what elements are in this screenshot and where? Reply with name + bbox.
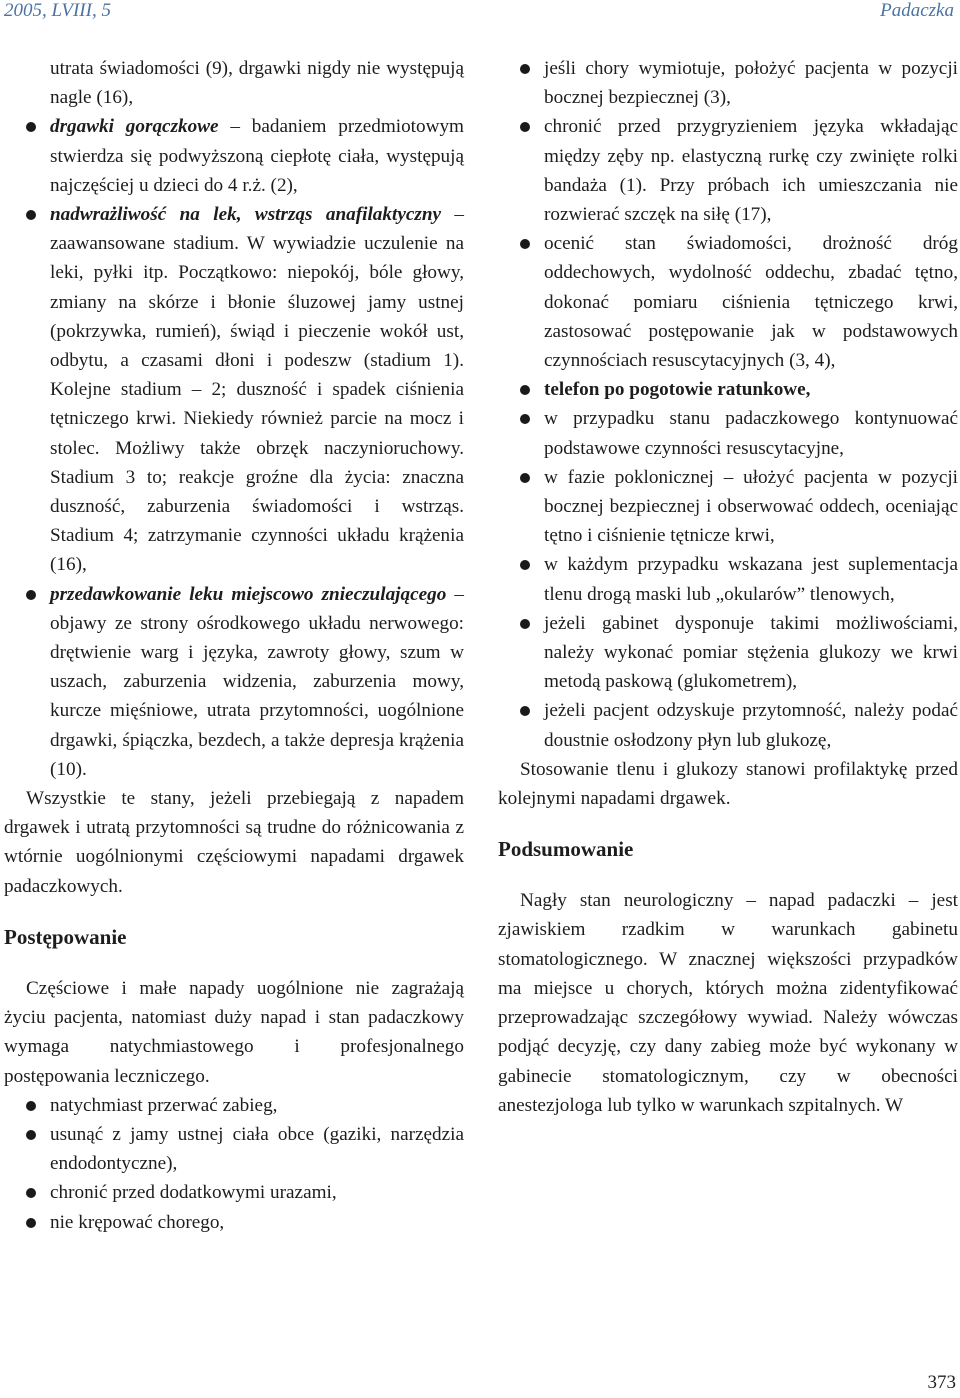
item-text: usunąć z jamy ustnej ciała obce (gaziki, narzędzia endodontyczne), <box>50 1123 464 1175</box>
bullet-icon <box>520 239 530 249</box>
item-term: telefon po pogotowie ratunkowe, <box>544 379 811 401</box>
bullet-icon <box>26 590 36 600</box>
right-column <box>498 54 958 1120</box>
bullet-icon <box>520 619 530 629</box>
bullet-icon <box>26 1188 36 1198</box>
list-item <box>498 54 958 112</box>
item-text: natychmiast przerwać zabieg, <box>50 1094 278 1116</box>
item-term: drgawki gorączkowe <box>50 116 219 138</box>
item-text: – objawy ze strony ośrodkowego układu nerwowego: drętwienie warg i języka, zawroty głowy, szum w uszach, zaburzenia widzenia, zaburzenia mowy, kurcze mięśniowe, utrata przytomności, uogólnione drgawki, śpiączka, bezdech, a także depresja krążenia (10). <box>50 583 464 780</box>
item-text: – zaawansowane stadium. W wywiadzie uczulenie na leki, pyłki itp. Początkowo: niepokój, bóle głowy, zmiany na skórze i błonie śluzowej jamy ustnej (pokrzywka, rumień), świąd i pieczenie wokół ust, odbytu, a czasami dłoni i podeszw (stadium 1). Kolejne stadium – 2; duszność i spadek ciśnienia tętniczego krwi. Niekiedy również parcie na mocz i stolec. Możliwy także obrzęk naczynioruchowy. Stadium 3 to; reakcje groźne dla życia: znaczna duszność, zaburzenia świadomości i wstrząs. Stadium 4; zatrzymanie czynności układu krążenia (16), <box>50 204 465 576</box>
item-text: w każdym przypadku wskazana jest suplementacja tlenu drogą maski lub „okularów” tlenowych, <box>544 554 958 605</box>
paragraph: Częściowe i małe napady uogólnione nie zagrażają życiu pacjenta, natomiast duży napad i stan padaczkowy wymaga natychmiastowego i profesjonalnego postępowania leczniczego. <box>4 977 464 1087</box>
item-text: – badaniem przedmiotowym stwierdza się podwyższoną ciepłotę ciała, występują najczęściej u dzieci do 4 r.ż. (2), <box>50 116 464 196</box>
item-term: nadwrażliwość na lek, wstrząs anafilaktyczny <box>50 204 442 226</box>
section-heading-procedure: Postępowanie <box>4 924 127 949</box>
bullet-icon <box>26 1130 36 1140</box>
section-title: Padaczka <box>880 0 954 21</box>
bullet-icon <box>520 560 530 570</box>
list-item <box>498 696 958 754</box>
item-term: przedawkowanie leku miejscowo znieczulającego <box>50 583 447 605</box>
continuation-text: utrata świadomości (9), drgawki nigdy nie występują nagle (16), <box>50 58 464 109</box>
list-item <box>498 550 958 608</box>
bullet-icon <box>520 473 530 483</box>
list-item <box>4 112 464 200</box>
left-column <box>4 54 464 1237</box>
item-text: ocenić stan świadomości, drożność dróg oddechowych, wydolność oddechu, zbadać tętno, dokonać pomiaru ciśnienia tętniczego krwi, zastosować postępowanie jak w podstawowych czynnościach resuscytacyjnych (3, 4), <box>544 233 958 372</box>
paragraph: Stosowanie tlenu i glukozy stanowi profilaktykę przed kolejnymi napadami drgawek. <box>498 758 958 810</box>
item-text: chronić przed dodatkowymi urazami, <box>50 1182 337 1204</box>
condition-list <box>4 112 464 784</box>
list-item <box>498 375 958 404</box>
item-text: nie krępować chorego, <box>50 1211 225 1233</box>
list-item <box>498 463 958 551</box>
item-text: w przypadku stanu padaczkowego kontynuować podstawowe czynności resuscytacyjne, <box>544 408 958 459</box>
bullet-icon <box>26 1101 36 1111</box>
page-number: 373 <box>927 1372 956 1393</box>
item-text: w fazie poklonicznej – ułożyć pacjenta w pozycji bocznej bezpiecznej i obserwować oddech, oceniając tętno i ciśnienie tętnicze krwi, <box>544 466 958 547</box>
list-item <box>498 112 958 229</box>
section-heading-summary: Podsumowanie <box>498 837 634 862</box>
item-text: jeżeli gabinet dysponuje takimi możliwościami, należy wykonać pomiar stężenia glukozy we krwi metodą paskową (glukometrem), <box>544 612 958 693</box>
list-item <box>4 1120 464 1178</box>
procedure-list-continued <box>498 54 958 755</box>
item-text: jeżeli pacjent odzyskuje przytomność, należy podać doustnie osłodzony płyn lub glukozę, <box>544 700 958 751</box>
bullet-icon <box>520 414 530 424</box>
item-text: jeśli chory wymiotuje, położyć pacjenta w pozycji bocznej bezpiecznej (3), <box>544 58 958 109</box>
list-item <box>4 200 464 580</box>
paragraph: Nagły stan neurologiczny – napad padaczki – jest zjawiskiem rzadkim w warunkach gabinetu stomatologicznego. W znacznej większości przypadków ma miejsce u chorych, których można zidentyfikować przeprowadzając szczegółowy wywiad. Należy wówczas podjąć decyzję, czy dany zabieg może być wykonany w gabinecie stomatologicznym, czy w obecności anestezjologa lub tylko w warunkach szpitalnych. W <box>498 890 958 1116</box>
item-text: chronić przed przygryzieniem języka wkładając między zęby np. elastyczną rurkę czy zwinięte rolki bandaża (1). Przy próbach ich umieszczania nie rozwierać szczęk na siłę (17), <box>544 116 958 226</box>
list-item <box>498 229 958 375</box>
bullet-icon <box>520 122 530 132</box>
list-item <box>4 580 464 784</box>
paragraph: Wszystkie te stany, jeżeli przebiegają z napadem drgawek i utratą przytomności są trudne do różnicowania z wtórnie uogólnionymi częściowymi napadami drgawek padaczkowych. <box>4 788 464 897</box>
bullet-icon <box>520 64 530 74</box>
list-item <box>4 1091 464 1120</box>
procedure-list <box>4 1091 464 1237</box>
bullet-icon <box>26 122 36 132</box>
list-item <box>4 1178 464 1207</box>
list-item <box>4 1208 464 1237</box>
list-item <box>498 404 958 462</box>
bullet-icon <box>520 385 530 395</box>
list-item <box>498 609 958 697</box>
journal-issue: 2005, LVIII, 5 <box>4 0 111 21</box>
bullet-icon <box>520 706 530 716</box>
running-header <box>0 0 960 26</box>
bullet-icon <box>26 210 36 220</box>
bullet-icon <box>26 1218 36 1228</box>
